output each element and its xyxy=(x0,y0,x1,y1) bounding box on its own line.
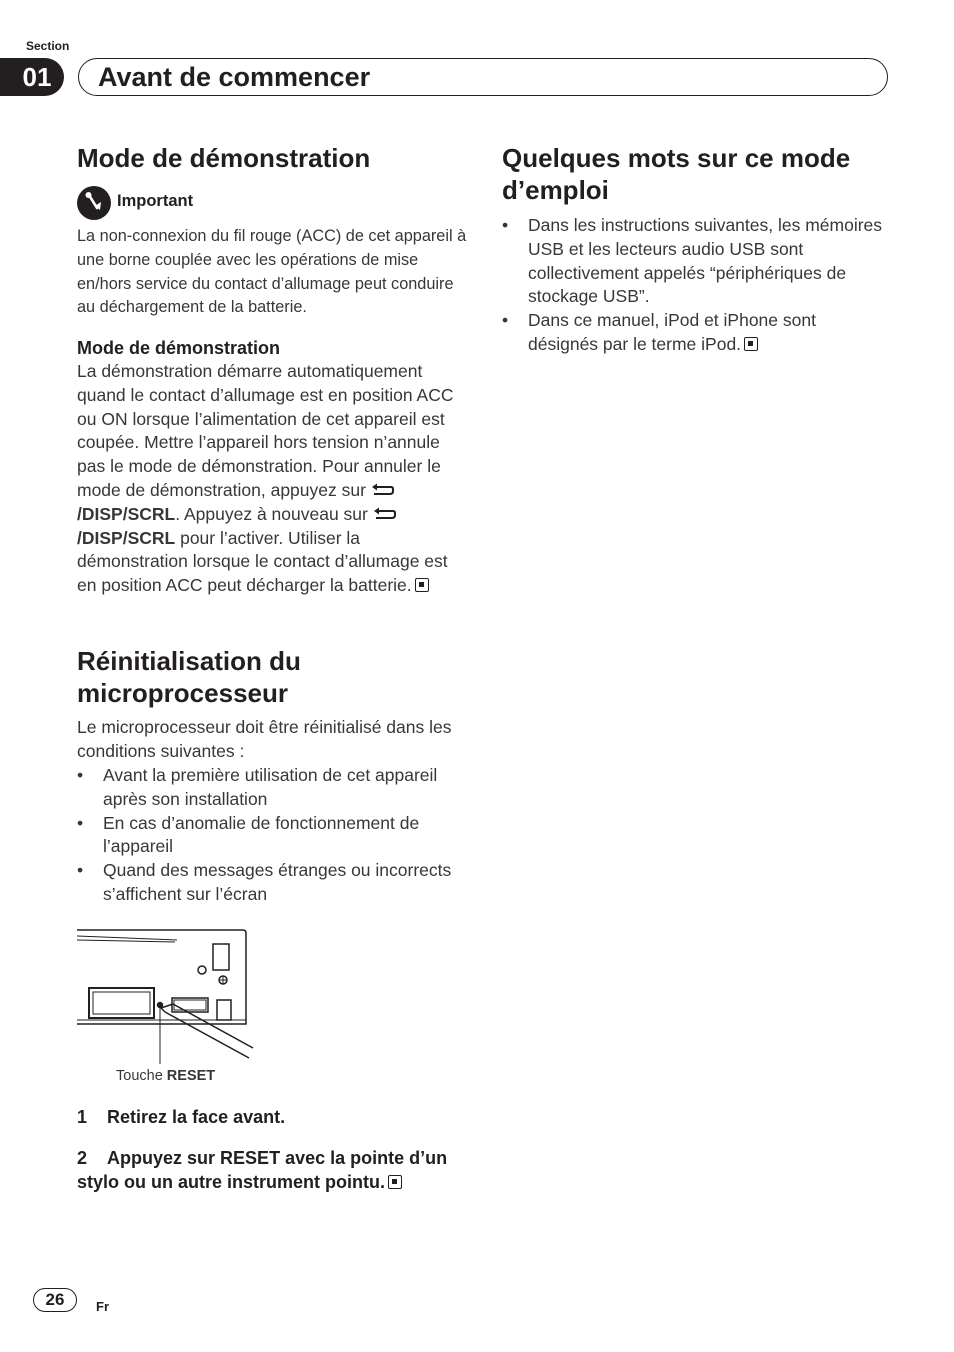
important-icon xyxy=(77,186,111,220)
end-mark-icon xyxy=(388,1175,402,1189)
step-1 xyxy=(77,1105,467,1129)
step-2 xyxy=(77,1146,467,1194)
return-icon xyxy=(373,504,397,518)
list-item: • En cas d’anomalie de fonctionnement de l’appareil xyxy=(77,812,467,860)
language-code: Fr xyxy=(96,1299,109,1314)
demo-paragraph xyxy=(77,360,467,598)
list-item-text: Dans ce manuel, iPod et iPhone sont désignés par le terme iPod. xyxy=(528,310,816,354)
reset-heading: Réinitialisation du microprocesseur xyxy=(77,646,301,708)
caption-prefix: Touche xyxy=(116,1068,163,1084)
list-item: • Dans les instructions suivantes, les mémoires USB et les lecteurs audio USB sont collectivement appelés “périphériques de stockage USB”. xyxy=(502,214,890,309)
section-title: Avant de commencer xyxy=(98,62,371,92)
demo-heading: Mode de démonstration xyxy=(77,143,371,173)
manual-heading-wrap xyxy=(502,142,902,206)
demo-subheading: Mode de démonstration xyxy=(77,338,281,358)
step-text: Retirez la face avant. xyxy=(107,1107,286,1127)
reset-conditions-list xyxy=(77,764,467,907)
step-text: Appuyez sur RESET avec la pointe d’un stylo ou un autre instrument pointu. xyxy=(77,1148,448,1192)
end-mark-icon xyxy=(744,337,758,351)
list-item xyxy=(502,309,890,357)
demo-text-1: La démonstration démarre automatiquement quand le contact d’allumage est en position ACC ou ON lorsque l’alimentation de cet appareil est coupée. Mettre l’appareil hors tension n’annule pas le mode de démonstration. Pour annuler le mode de démonstration, appuyez sur xyxy=(77,361,454,500)
step-number: 1 xyxy=(77,1107,88,1127)
important-label: Important xyxy=(117,192,194,210)
return-icon xyxy=(371,480,395,494)
reset-figure xyxy=(77,928,257,1064)
manual-heading: Quelques mots sur ce mode d’emploi xyxy=(502,143,851,205)
end-mark-icon xyxy=(415,578,429,592)
section-label: Section xyxy=(26,39,70,53)
demo-key-2: /DISP/SCRL xyxy=(77,527,176,548)
section-number: 01 xyxy=(0,58,64,96)
list-item: • Quand des messages étranges ou incorrects s’affichent sur l’écran xyxy=(77,859,467,907)
caption-key: RESET xyxy=(166,1068,216,1084)
page-number: 26 xyxy=(33,1288,77,1312)
manual-list xyxy=(502,214,890,357)
demo-text-2: . Appuyez à nouveau sur xyxy=(175,503,368,524)
reset-intro: Le microprocesseur doit être réinitialisé dans les conditions suivantes : xyxy=(77,717,452,761)
list-item: • Avant la première utilisation de cet appareil après son installation xyxy=(77,764,467,812)
demo-key-1: /DISP/SCRL xyxy=(77,503,176,524)
reset-heading-wrap xyxy=(77,645,467,709)
important-text: La non-connexion du fil rouge (ACC) de cet appareil à une borne couplée avec les opérations de mise en/hors service du contact d’allumage peut conduire au déchargement de la batterie. xyxy=(77,227,467,317)
left-column xyxy=(77,142,467,174)
demo-text-3: pour l’activer. Utiliser la démonstration lorsque le contact d’allumage est en position ACC peut décharger la batterie. xyxy=(77,527,448,596)
step-number: 2 xyxy=(77,1148,88,1168)
figure-caption xyxy=(116,1068,215,1084)
